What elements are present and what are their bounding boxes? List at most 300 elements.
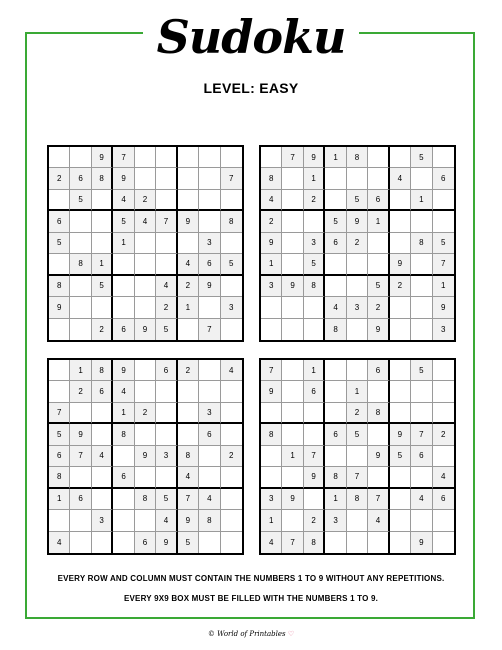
empty-cell[interactable] (135, 381, 156, 402)
given-cell: 7 (282, 532, 303, 553)
given-cell: 9 (304, 147, 325, 168)
empty-cell[interactable] (325, 190, 346, 211)
empty-cell[interactable] (390, 147, 411, 168)
empty-cell[interactable] (304, 489, 325, 510)
given-cell: 6 (70, 168, 91, 189)
empty-cell[interactable] (347, 276, 368, 297)
empty-cell[interactable] (178, 168, 199, 189)
given-cell: 8 (221, 211, 242, 232)
given-cell: 8 (261, 424, 282, 445)
given-cell: 9 (135, 319, 156, 340)
given-cell: 9 (282, 276, 303, 297)
given-cell: 6 (368, 360, 389, 381)
empty-cell[interactable] (221, 489, 242, 510)
empty-cell[interactable] (92, 233, 113, 254)
empty-cell[interactable] (135, 254, 156, 275)
empty-cell[interactable] (411, 510, 432, 531)
empty-cell[interactable] (325, 254, 346, 275)
empty-cell[interactable] (113, 532, 134, 553)
empty-cell[interactable] (390, 319, 411, 340)
empty-cell[interactable] (433, 510, 454, 531)
given-cell: 4 (368, 510, 389, 531)
given-cell: 1 (261, 254, 282, 275)
given-cell: 8 (135, 489, 156, 510)
empty-cell[interactable] (390, 532, 411, 553)
empty-cell[interactable] (92, 532, 113, 553)
empty-cell[interactable] (70, 147, 91, 168)
given-cell: 3 (261, 489, 282, 510)
instruction-boxes: EVERY 9X9 BOX MUST BE FILLED WITH THE NUMBERS 1 TO 9. (123, 594, 379, 603)
given-cell: 4 (113, 190, 134, 211)
empty-cell[interactable] (347, 532, 368, 553)
empty-cell[interactable] (390, 403, 411, 424)
empty-cell[interactable] (411, 211, 432, 232)
empty-cell[interactable] (282, 381, 303, 402)
empty-cell[interactable] (411, 381, 432, 402)
given-cell: 4 (390, 168, 411, 189)
empty-cell[interactable] (70, 276, 91, 297)
given-cell: 1 (92, 254, 113, 275)
given-cell: 2 (347, 403, 368, 424)
empty-cell[interactable] (304, 424, 325, 445)
empty-cell[interactable] (92, 403, 113, 424)
empty-cell[interactable] (261, 319, 282, 340)
empty-cell[interactable] (390, 489, 411, 510)
given-cell: 6 (368, 190, 389, 211)
given-cell: 5 (113, 211, 134, 232)
footer (0, 623, 502, 641)
empty-cell[interactable] (70, 532, 91, 553)
empty-cell[interactable] (304, 319, 325, 340)
given-cell: 9 (261, 381, 282, 402)
given-cell: 4 (92, 446, 113, 467)
given-cell: 1 (325, 147, 346, 168)
empty-cell[interactable] (156, 168, 177, 189)
given-cell: 8 (92, 168, 113, 189)
empty-cell[interactable] (156, 467, 177, 488)
given-cell: 5 (178, 532, 199, 553)
empty-cell[interactable] (135, 510, 156, 531)
given-cell: 2 (304, 190, 325, 211)
given-cell: 1 (261, 510, 282, 531)
given-cell: 4 (261, 190, 282, 211)
empty-cell[interactable] (92, 424, 113, 445)
given-cell: 3 (261, 276, 282, 297)
copyright-symbol: © (207, 630, 215, 638)
given-cell: 2 (433, 424, 454, 445)
empty-cell[interactable] (411, 297, 432, 318)
given-cell: 7 (178, 489, 199, 510)
empty-cell[interactable] (347, 254, 368, 275)
empty-cell[interactable] (199, 381, 220, 402)
empty-cell[interactable] (347, 168, 368, 189)
empty-cell[interactable] (221, 276, 242, 297)
empty-cell[interactable] (135, 276, 156, 297)
given-cell: 5 (411, 360, 432, 381)
given-cell: 4 (156, 510, 177, 531)
empty-cell[interactable] (70, 403, 91, 424)
given-cell: 8 (304, 532, 325, 553)
empty-cell[interactable] (199, 147, 220, 168)
given-cell: 5 (411, 147, 432, 168)
given-cell: 2 (135, 403, 156, 424)
empty-cell[interactable] (221, 532, 242, 553)
given-cell: 7 (282, 147, 303, 168)
empty-cell[interactable] (70, 319, 91, 340)
given-cell: 6 (199, 424, 220, 445)
empty-cell[interactable] (347, 319, 368, 340)
empty-cell[interactable] (282, 510, 303, 531)
given-cell: 9 (49, 297, 70, 318)
given-cell: 5 (304, 254, 325, 275)
empty-cell[interactable] (325, 276, 346, 297)
given-cell: 1 (304, 168, 325, 189)
given-cell: 5 (433, 233, 454, 254)
empty-cell[interactable] (390, 360, 411, 381)
empty-cell[interactable] (282, 233, 303, 254)
given-cell: 9 (390, 424, 411, 445)
given-cell: 7 (49, 403, 70, 424)
empty-cell[interactable] (390, 467, 411, 488)
empty-cell[interactable] (199, 168, 220, 189)
empty-cell[interactable] (411, 319, 432, 340)
given-cell: 6 (325, 233, 346, 254)
given-cell: 6 (49, 446, 70, 467)
empty-cell[interactable] (113, 510, 134, 531)
given-cell: 8 (178, 446, 199, 467)
given-cell: 9 (113, 360, 134, 381)
empty-cell[interactable] (368, 254, 389, 275)
empty-cell[interactable] (178, 403, 199, 424)
given-cell: 6 (49, 211, 70, 232)
given-cell: 6 (433, 168, 454, 189)
empty-cell[interactable] (433, 360, 454, 381)
empty-cell[interactable] (156, 254, 177, 275)
empty-cell[interactable] (261, 297, 282, 318)
empty-cell[interactable] (135, 147, 156, 168)
empty-cell[interactable] (92, 297, 113, 318)
empty-cell[interactable] (92, 467, 113, 488)
empty-cell[interactable] (135, 424, 156, 445)
empty-cell[interactable] (135, 297, 156, 318)
empty-cell[interactable] (347, 360, 368, 381)
given-cell: 2 (178, 276, 199, 297)
empty-cell[interactable] (282, 467, 303, 488)
given-cell: 4 (199, 489, 220, 510)
empty-cell[interactable] (199, 532, 220, 553)
given-cell: 5 (92, 276, 113, 297)
empty-cell[interactable] (411, 168, 432, 189)
empty-cell[interactable] (113, 276, 134, 297)
given-cell: 2 (304, 510, 325, 531)
given-cell: 7 (411, 424, 432, 445)
empty-cell[interactable] (325, 381, 346, 402)
empty-cell[interactable] (304, 297, 325, 318)
empty-cell[interactable] (70, 467, 91, 488)
given-cell: 6 (135, 532, 156, 553)
empty-cell[interactable] (282, 360, 303, 381)
empty-cell[interactable] (178, 233, 199, 254)
given-cell: 8 (113, 424, 134, 445)
given-cell: 7 (304, 446, 325, 467)
empty-cell[interactable] (282, 297, 303, 318)
empty-cell[interactable] (368, 467, 389, 488)
heart-icon: ♡ (287, 630, 295, 638)
given-cell: 8 (49, 276, 70, 297)
instruction-rows-columns: EVERY ROW AND COLUMN MUST CONTAIN THE NUMBERS 1 TO 9 WITHOUT ANY REPETITIONS. (57, 574, 445, 583)
given-cell: 5 (390, 446, 411, 467)
given-cell: 2 (221, 446, 242, 467)
given-cell: 4 (156, 276, 177, 297)
given-cell: 2 (156, 297, 177, 318)
empty-cell[interactable] (49, 360, 70, 381)
empty-cell[interactable] (282, 424, 303, 445)
given-cell: 9 (113, 168, 134, 189)
given-cell: 3 (199, 233, 220, 254)
empty-cell[interactable] (282, 254, 303, 275)
empty-cell[interactable] (390, 190, 411, 211)
empty-cell[interactable] (368, 168, 389, 189)
empty-cell[interactable] (368, 147, 389, 168)
empty-cell[interactable] (390, 381, 411, 402)
empty-cell[interactable] (135, 233, 156, 254)
empty-cell[interactable] (325, 532, 346, 553)
empty-cell[interactable] (49, 510, 70, 531)
given-cell: 9 (92, 147, 113, 168)
given-cell: 5 (156, 489, 177, 510)
empty-cell[interactable] (411, 403, 432, 424)
given-cell: 7 (433, 254, 454, 275)
empty-cell[interactable] (325, 168, 346, 189)
given-cell: 6 (433, 489, 454, 510)
empty-cell[interactable] (199, 446, 220, 467)
empty-cell[interactable] (221, 424, 242, 445)
empty-cell[interactable] (368, 424, 389, 445)
empty-cell[interactable] (347, 446, 368, 467)
given-cell: 8 (325, 467, 346, 488)
empty-cell[interactable] (282, 211, 303, 232)
given-cell: 4 (178, 467, 199, 488)
given-cell: 8 (304, 276, 325, 297)
given-cell: 4 (113, 381, 134, 402)
empty-cell[interactable] (221, 147, 242, 168)
empty-cell[interactable] (178, 147, 199, 168)
empty-cell[interactable] (135, 467, 156, 488)
empty-cell[interactable] (304, 403, 325, 424)
empty-cell[interactable] (70, 211, 91, 232)
given-cell: 1 (178, 297, 199, 318)
empty-cell[interactable] (178, 424, 199, 445)
given-cell: 7 (199, 319, 220, 340)
empty-cell[interactable] (221, 381, 242, 402)
given-cell: 1 (325, 489, 346, 510)
given-cell: 8 (92, 360, 113, 381)
empty-cell[interactable] (92, 211, 113, 232)
given-cell: 2 (49, 168, 70, 189)
empty-cell[interactable] (261, 403, 282, 424)
empty-cell[interactable] (70, 510, 91, 531)
footer-brand (202, 630, 300, 638)
given-cell: 3 (325, 510, 346, 531)
empty-cell[interactable] (156, 147, 177, 168)
given-cell: 8 (325, 319, 346, 340)
empty-cell[interactable] (221, 233, 242, 254)
given-cell: 8 (261, 168, 282, 189)
empty-cell[interactable] (282, 319, 303, 340)
given-cell: 6 (411, 446, 432, 467)
empty-cell[interactable] (325, 360, 346, 381)
empty-cell[interactable] (325, 403, 346, 424)
given-cell: 4 (325, 297, 346, 318)
given-cell: 9 (282, 489, 303, 510)
empty-cell[interactable] (178, 190, 199, 211)
empty-cell[interactable] (49, 147, 70, 168)
empty-cell[interactable] (368, 532, 389, 553)
empty-cell[interactable] (390, 297, 411, 318)
empty-cell[interactable] (221, 319, 242, 340)
brand-name: World of Printables (217, 630, 286, 638)
given-cell: 1 (304, 360, 325, 381)
empty-cell[interactable] (368, 381, 389, 402)
given-cell: 9 (199, 276, 220, 297)
given-cell: 3 (433, 319, 454, 340)
given-cell: 6 (199, 254, 220, 275)
given-cell: 4 (178, 254, 199, 275)
given-cell: 1 (411, 190, 432, 211)
given-cell: 6 (156, 360, 177, 381)
empty-cell[interactable] (113, 446, 134, 467)
empty-cell[interactable] (199, 297, 220, 318)
sudoku-grid-4 (259, 358, 456, 555)
empty-cell[interactable] (390, 211, 411, 232)
given-cell: 9 (261, 233, 282, 254)
given-cell: 9 (156, 532, 177, 553)
empty-cell[interactable] (368, 233, 389, 254)
given-cell: 8 (199, 510, 220, 531)
empty-cell[interactable] (135, 168, 156, 189)
empty-cell[interactable] (113, 297, 134, 318)
empty-cell[interactable] (282, 190, 303, 211)
empty-cell[interactable] (282, 403, 303, 424)
empty-cell[interactable] (433, 403, 454, 424)
empty-cell[interactable] (261, 467, 282, 488)
empty-cell[interactable] (411, 467, 432, 488)
empty-cell[interactable] (261, 446, 282, 467)
empty-cell[interactable] (49, 254, 70, 275)
given-cell: 5 (156, 319, 177, 340)
empty-cell[interactable] (433, 211, 454, 232)
given-cell: 9 (433, 297, 454, 318)
empty-cell[interactable] (92, 489, 113, 510)
empty-cell[interactable] (325, 446, 346, 467)
empty-cell[interactable] (178, 319, 199, 340)
empty-cell[interactable] (156, 424, 177, 445)
empty-cell[interactable] (282, 168, 303, 189)
empty-cell[interactable] (156, 381, 177, 402)
empty-cell[interactable] (199, 211, 220, 232)
empty-cell[interactable] (390, 233, 411, 254)
difficulty-level: LEVEL: EASY (203, 80, 299, 96)
given-cell: 9 (347, 211, 368, 232)
given-cell: 1 (347, 381, 368, 402)
empty-cell[interactable] (390, 510, 411, 531)
empty-cell[interactable] (433, 190, 454, 211)
empty-cell[interactable] (433, 147, 454, 168)
empty-cell[interactable] (178, 381, 199, 402)
sudoku-grid-2 (259, 145, 456, 342)
empty-cell[interactable] (261, 147, 282, 168)
empty-cell[interactable] (92, 190, 113, 211)
given-cell: 9 (390, 254, 411, 275)
given-cell: 2 (390, 276, 411, 297)
given-cell: 7 (347, 467, 368, 488)
given-cell: 8 (368, 403, 389, 424)
given-cell: 2 (261, 211, 282, 232)
empty-cell[interactable] (221, 510, 242, 531)
empty-cell[interactable] (221, 467, 242, 488)
given-cell: 4 (221, 360, 242, 381)
given-cell: 3 (199, 403, 220, 424)
empty-cell[interactable] (411, 276, 432, 297)
given-cell: 8 (49, 467, 70, 488)
empty-cell[interactable] (70, 233, 91, 254)
given-cell: 6 (113, 467, 134, 488)
empty-cell[interactable] (347, 510, 368, 531)
given-cell: 9 (178, 211, 199, 232)
empty-cell[interactable] (199, 190, 220, 211)
given-cell: 7 (368, 489, 389, 510)
empty-cell[interactable] (433, 532, 454, 553)
empty-cell[interactable] (433, 446, 454, 467)
given-cell: 5 (49, 424, 70, 445)
given-cell: 2 (70, 381, 91, 402)
given-cell: 4 (261, 532, 282, 553)
page-title: Sudoku (143, 8, 360, 66)
given-cell: 6 (325, 424, 346, 445)
empty-cell[interactable] (156, 403, 177, 424)
given-cell: 5 (221, 254, 242, 275)
given-cell: 9 (411, 532, 432, 553)
empty-cell[interactable] (221, 190, 242, 211)
given-cell: 2 (178, 360, 199, 381)
given-cell: 3 (92, 510, 113, 531)
empty-cell[interactable] (156, 233, 177, 254)
given-cell: 3 (156, 446, 177, 467)
empty-cell[interactable] (113, 254, 134, 275)
empty-cell[interactable] (156, 190, 177, 211)
empty-cell[interactable] (113, 489, 134, 510)
empty-cell[interactable] (49, 381, 70, 402)
given-cell: 5 (347, 190, 368, 211)
given-cell: 5 (70, 190, 91, 211)
empty-cell[interactable] (199, 360, 220, 381)
empty-cell[interactable] (304, 211, 325, 232)
empty-cell[interactable] (49, 319, 70, 340)
empty-cell[interactable] (411, 254, 432, 275)
empty-cell[interactable] (433, 381, 454, 402)
empty-cell[interactable] (221, 403, 242, 424)
given-cell: 9 (368, 446, 389, 467)
empty-cell[interactable] (199, 467, 220, 488)
given-cell: 2 (135, 190, 156, 211)
given-cell: 7 (221, 168, 242, 189)
given-cell: 7 (156, 211, 177, 232)
empty-cell[interactable] (135, 360, 156, 381)
given-cell: 7 (261, 360, 282, 381)
given-cell: 4 (433, 467, 454, 488)
empty-cell[interactable] (49, 190, 70, 211)
empty-cell[interactable] (70, 297, 91, 318)
